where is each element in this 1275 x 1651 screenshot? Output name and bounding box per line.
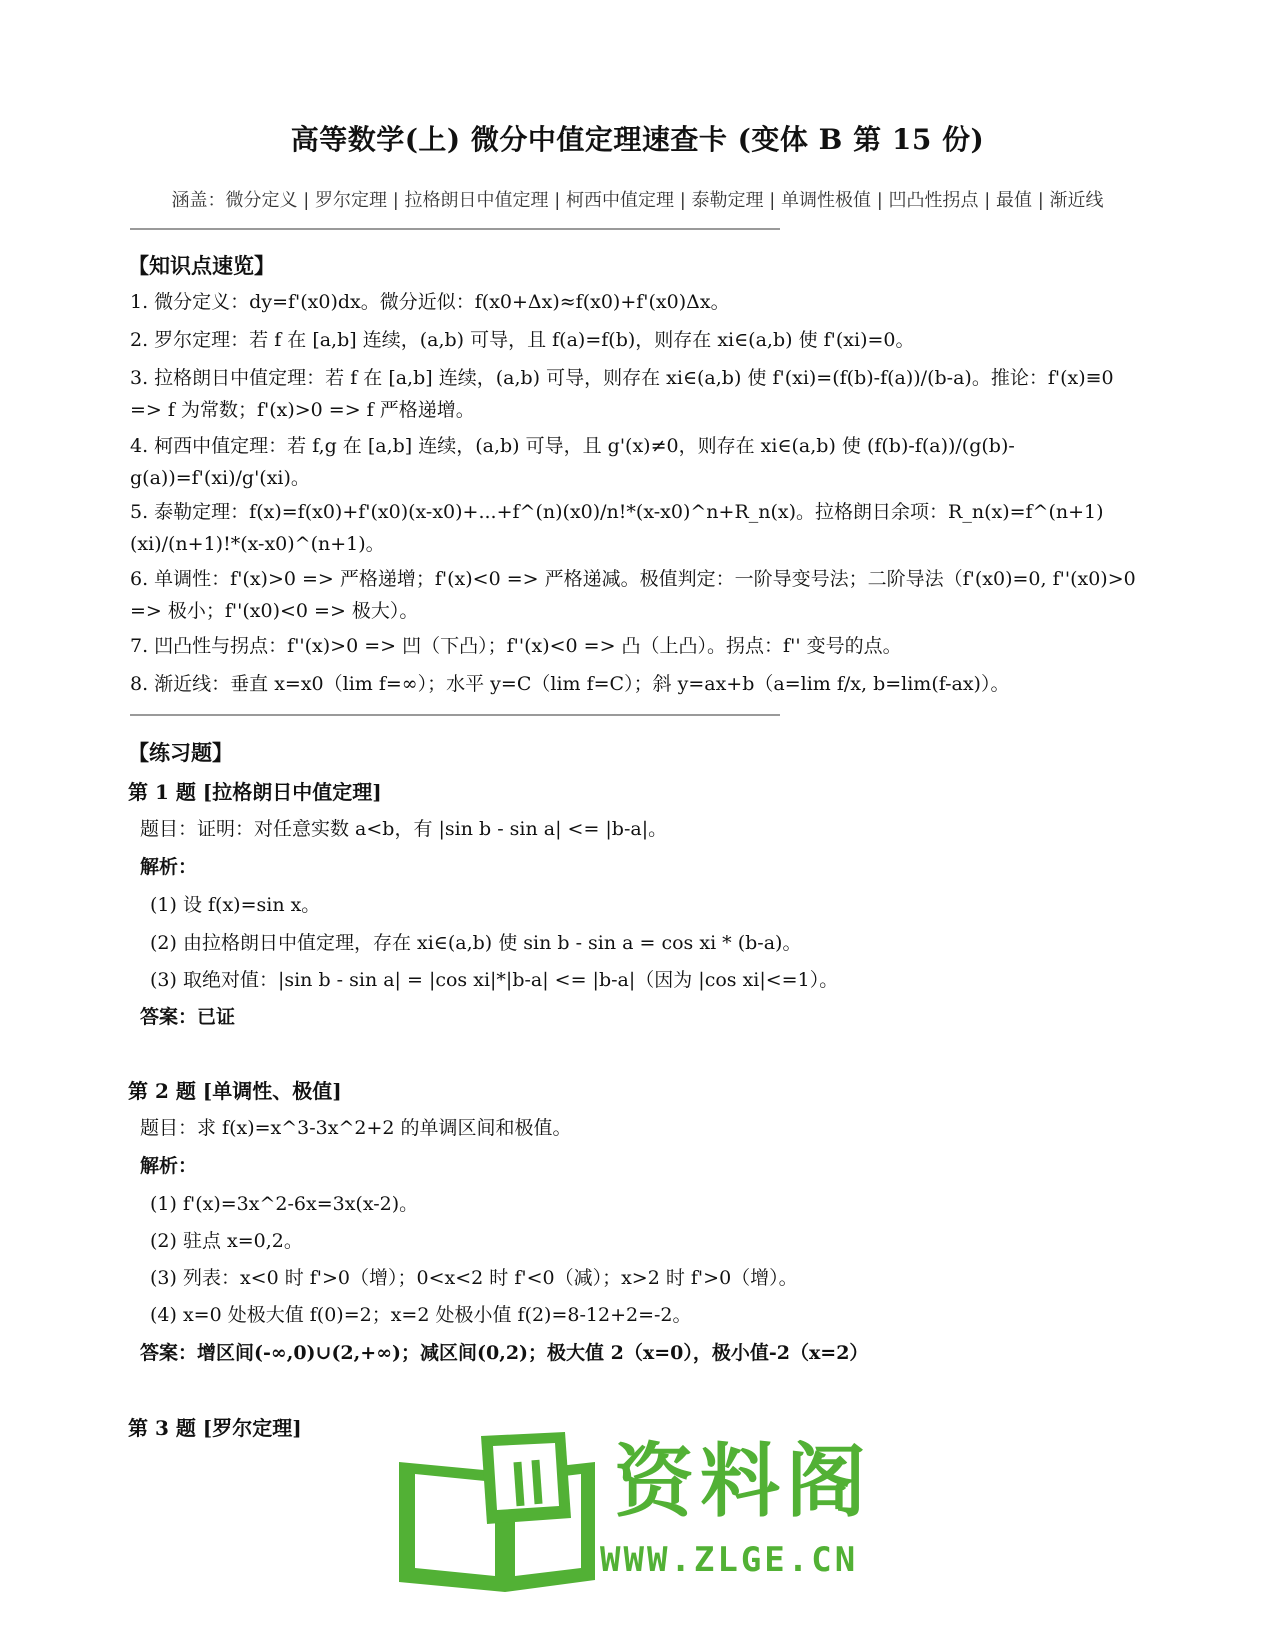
solution-step: (2) 由拉格朗日中值定理，存在 xi∈(a,b) 使 sin b - sin a = cos xi * (b-a)。 (150, 932, 802, 954)
knowledge-item: 1. 微分定义：dy=f'(x0)dx。微分近似：f(x0+Δx)≈f(x0)+f'(x0)Δx。 (130, 291, 730, 313)
solution-step: (1) f'(x)=3x^2-6x=3x(x-2)。 (150, 1193, 419, 1215)
separator (130, 714, 780, 716)
solution-step: (3) 列表：x<0 时 f'>0（增）；0<x<2 时 f'<0（减）；x>2 时 f'>0（增）。 (150, 1267, 798, 1289)
answer-line: 答案：增区间(-∞,0)∪(2,+∞)；减区间(0,2)；极大值 2（x=0），极小值-2（x=2） (140, 1342, 869, 1364)
question-title: 第 2 题 [单调性、极值] (128, 1079, 342, 1103)
solution-step: (4) x=0 处极大值 f(0)=2；x=2 处极小值 f(2)=8-12+2=-2。 (150, 1304, 692, 1326)
watermark-url: WWW.ZLGE.CN (600, 1540, 859, 1580)
watermark-brand-name: 资料阁 (614, 1435, 872, 1528)
exercises-heading: 【练习题】 (128, 740, 233, 765)
knowledge-item: 3. 拉格朗日中值定理：若 f 在 [a,b] 连续，(a,b) 可导，则存在 xi∈(a,b) 使 f'(xi)=(f(b)-f(a))/(b-a)。推论：f'(x)≡0 => f 为常数；f'(x)>0 => f 严格递增。 (130, 367, 1114, 421)
solution-step: (1) 设 f(x)=sin x。 (150, 894, 321, 916)
question-text: 题目：证明：对任意实数 a<b，有 |sin b - sin a| <= |b-a|。 (140, 818, 668, 840)
solution-step: (3) 取绝对值：|sin b - sin a| = |cos xi|*|b-a| <= |b-a|（因为 |cos xi|<=1）。 (150, 969, 839, 991)
separator (130, 228, 780, 230)
analysis-label: 解析： (140, 856, 198, 878)
analysis-label: 解析： (140, 1155, 198, 1177)
knowledge-item: 2. 罗尔定理：若 f 在 [a,b] 连续，(a,b) 可导，且 f(a)=f(b)，则存在 xi∈(a,b) 使 f'(xi)=0。 (130, 329, 915, 351)
solution-step: (2) 驻点 x=0,2。 (150, 1230, 303, 1252)
page-title: 高等数学(上) 微分中值定理速查卡 (变体 B 第 15 份) (290, 123, 985, 156)
knowledge-item: 7. 凹凸性与拐点：f''(x)>0 => 凹（下凸）；f''(x)<0 => 凸（上凸）。拐点：f'' 变号的点。 (130, 635, 902, 657)
question-text: 题目：求 f(x)=x^3-3x^2+2 的单调区间和极值。 (140, 1117, 572, 1139)
answer-line: 答案：已证 (140, 1006, 236, 1028)
knowledge-item: 6. 单调性：f'(x)>0 => 严格递增；f'(x)<0 => 严格递减。极值判定：一阶导变号法；二阶导法（f'(x0)=0, f''(x0)>0 => 极小；f''(x0)<0 => 极大）。 (130, 568, 1136, 622)
knowledge-item: 4. 柯西中值定理：若 f,g 在 [a,b] 连续，(a,b) 可导，且 g'(x)≠0，则存在 xi∈(a,b) 使 (f(b)-f(a))/(g(b)-g(a))=f'(xi)/g'(xi)。 (130, 435, 1015, 489)
knowledge-heading: 【知识点速览】 (128, 253, 275, 278)
question-title: 第 3 题 [罗尔定理] (128, 1416, 302, 1440)
knowledge-item: 8. 渐近线：垂直 x=x0（lim f=∞）；水平 y=C（lim f=C）；斜 y=ax+b（a=lim f/x, b=lim(f-ax)）。 (130, 673, 1010, 695)
coverage-line: 涵盖：微分定义 | 罗尔定理 | 拉格朗日中值定理 | 柯西中值定理 | 泰勒定理 | 单调性极值 | 凹凸性拐点 | 最值 | 渐近线 (171, 190, 1104, 211)
knowledge-item: 5. 泰勒定理：f(x)=f(x0)+f'(x0)(x-x0)+...+f^(n)(x0)/n!*(x-x0)^n+R_n(x)。拉格朗日余项：R_n(x)=f^(n+1)(xi)/(n+1)!*(x-x0)^(n+1)。 (130, 501, 1104, 555)
question-title: 第 1 题 [拉格朗日中值定理] (128, 780, 382, 804)
